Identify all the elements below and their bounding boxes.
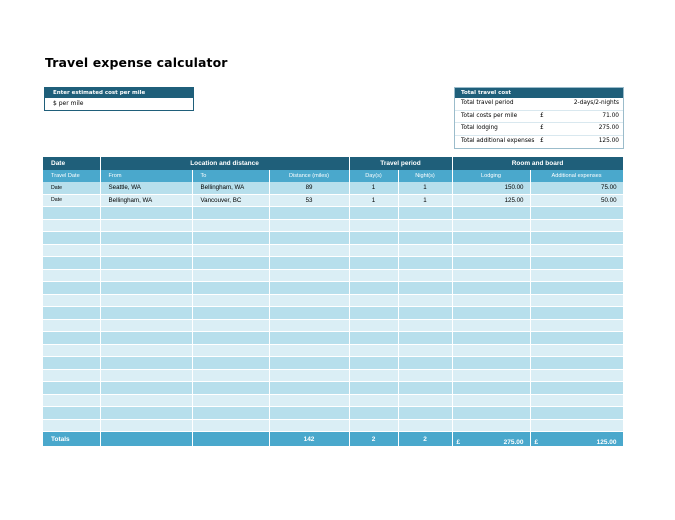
table-cell[interactable] <box>100 269 192 282</box>
table-row <box>43 382 623 395</box>
table-cell[interactable] <box>100 319 192 332</box>
totals-cell <box>100 432 192 447</box>
table-cell[interactable] <box>43 369 100 382</box>
table-cell[interactable] <box>43 357 100 370</box>
table-cell[interactable] <box>349 207 398 220</box>
table-cell[interactable]: 89 <box>269 182 349 194</box>
table-cell[interactable] <box>349 382 398 395</box>
table-cell[interactable] <box>398 407 452 420</box>
table-cell[interactable] <box>349 294 398 307</box>
table-cell[interactable] <box>349 257 398 270</box>
table-cell[interactable] <box>269 319 349 332</box>
table-cell[interactable]: Bellingham, WA <box>100 194 192 207</box>
table-cell[interactable] <box>100 394 192 407</box>
table-cell[interactable] <box>269 307 349 320</box>
table-cell[interactable]: Date <box>43 182 100 194</box>
table-row <box>43 207 623 220</box>
table-cell[interactable] <box>398 394 452 407</box>
table-cell[interactable]: 75.00 <box>530 182 623 194</box>
table-cell[interactable]: 150.00 <box>452 182 530 194</box>
table-row <box>43 344 623 357</box>
table-cell[interactable] <box>398 294 452 307</box>
table-cell[interactable]: 1 <box>398 194 452 207</box>
table-cell[interactable] <box>100 257 192 270</box>
table-cell[interactable] <box>192 282 269 295</box>
table-cell[interactable] <box>349 244 398 257</box>
table-cell[interactable] <box>452 307 530 320</box>
table-cell[interactable] <box>349 332 398 345</box>
table-row <box>43 219 623 232</box>
table-cell[interactable] <box>530 307 623 320</box>
table-cell[interactable] <box>349 407 398 420</box>
group-header: Location and distance <box>100 157 349 170</box>
table-cell[interactable] <box>269 244 349 257</box>
column-header[interactable]: Night(s) <box>398 170 452 182</box>
table-cell[interactable] <box>100 232 192 245</box>
expense-table <box>43 157 624 446</box>
table-cell[interactable] <box>269 357 349 370</box>
total-travel-cost-box <box>454 87 624 149</box>
table-cell[interactable] <box>192 407 269 420</box>
table-cell[interactable] <box>398 419 452 432</box>
totals-distance: 142 <box>269 432 349 447</box>
table-row <box>43 182 623 194</box>
table-cell[interactable] <box>192 257 269 270</box>
table-cell[interactable] <box>100 344 192 357</box>
table-row <box>43 357 623 370</box>
table-cell[interactable] <box>192 357 269 370</box>
table-cell[interactable] <box>452 244 530 257</box>
table-cell[interactable]: 50.00 <box>530 194 623 207</box>
table-cell[interactable] <box>100 419 192 432</box>
column-header[interactable]: From <box>100 170 192 182</box>
table-cell[interactable] <box>43 219 100 232</box>
table-cell[interactable] <box>100 244 192 257</box>
table-cell[interactable] <box>100 307 192 320</box>
table-cell[interactable] <box>43 257 100 270</box>
total-cost-label: Total travel period <box>461 100 514 106</box>
table-cell[interactable] <box>530 282 623 295</box>
table-cell[interactable] <box>100 332 192 345</box>
table-cell[interactable] <box>43 332 100 345</box>
table-cell[interactable] <box>100 407 192 420</box>
table-cell[interactable] <box>43 319 100 332</box>
table-cell[interactable] <box>530 407 623 420</box>
table-cell[interactable] <box>269 269 349 282</box>
table-cell[interactable] <box>349 357 398 370</box>
table-cell[interactable] <box>192 382 269 395</box>
total-cost-label: Total lodging <box>461 125 498 132</box>
table-cell[interactable] <box>398 382 452 395</box>
table-cell[interactable] <box>452 357 530 370</box>
table-cell[interactable] <box>269 282 349 295</box>
table-cell[interactable] <box>530 382 623 395</box>
totals-nights: 2 <box>398 432 452 447</box>
table-cell[interactable] <box>349 282 398 295</box>
table-cell[interactable] <box>43 344 100 357</box>
table-row <box>43 244 623 257</box>
table-cell[interactable] <box>398 319 452 332</box>
column-header[interactable]: Lodging <box>452 170 530 182</box>
page-title: Travel expense calculator <box>45 55 228 70</box>
totals-row <box>43 432 623 447</box>
table-cell[interactable] <box>530 332 623 345</box>
table-cell[interactable] <box>269 232 349 245</box>
table-cell[interactable] <box>530 257 623 270</box>
table-cell[interactable] <box>452 369 530 382</box>
table-cell[interactable] <box>43 294 100 307</box>
table-row <box>43 332 623 345</box>
table-cell[interactable] <box>100 357 192 370</box>
table-cell[interactable] <box>398 282 452 295</box>
table-row <box>43 307 623 320</box>
group-header: Room and board <box>452 157 623 170</box>
table-row <box>43 269 623 282</box>
table-cell[interactable] <box>398 344 452 357</box>
table-cell[interactable] <box>530 219 623 232</box>
cost-per-mile-input[interactable]: $ per mile <box>53 100 84 107</box>
total-cost-label: Total costs per mile <box>461 112 518 119</box>
table-cell[interactable] <box>192 332 269 345</box>
table-cell[interactable] <box>530 232 623 245</box>
totals-cell <box>192 432 269 447</box>
table-row <box>43 319 623 332</box>
table-cell[interactable] <box>269 219 349 232</box>
table-cell[interactable] <box>398 369 452 382</box>
table-row <box>43 257 623 270</box>
table-cell[interactable] <box>192 207 269 220</box>
column-header[interactable]: Travel Date <box>43 170 100 182</box>
table-cell[interactable] <box>269 332 349 345</box>
currency-symbol: £ <box>534 439 539 446</box>
table-cell[interactable] <box>349 307 398 320</box>
table-cell[interactable] <box>43 232 100 245</box>
table-cell[interactable] <box>269 294 349 307</box>
table-cell[interactable] <box>269 257 349 270</box>
table-cell[interactable] <box>530 394 623 407</box>
currency-symbol: £ <box>540 138 544 145</box>
table-cell[interactable] <box>269 207 349 220</box>
totals-days: 2 <box>349 432 398 447</box>
total-travel-cost-header: Total travel cost <box>455 88 623 98</box>
table-cell[interactable] <box>398 232 452 245</box>
table-cell[interactable] <box>43 207 100 220</box>
table-cell[interactable] <box>100 382 192 395</box>
table-cell[interactable] <box>530 369 623 382</box>
table-cell[interactable] <box>269 369 349 382</box>
totals-additional-value: 125.00 <box>596 439 617 446</box>
table-cell[interactable] <box>452 394 530 407</box>
currency-symbol: £ <box>540 112 544 119</box>
totals-lodging-value: 275.00 <box>503 439 524 446</box>
table-cell[interactable] <box>192 244 269 257</box>
table-cell[interactable]: 53 <box>269 194 349 207</box>
table-cell[interactable] <box>530 319 623 332</box>
table-cell[interactable] <box>100 219 192 232</box>
table-row <box>43 394 623 407</box>
table-cell[interactable] <box>43 307 100 320</box>
totals-additional <box>530 432 623 447</box>
total-cost-value: 275.00 <box>598 125 619 132</box>
table-cell[interactable] <box>43 394 100 407</box>
table-row <box>43 419 623 432</box>
table-cell[interactable] <box>452 332 530 345</box>
table-cell[interactable] <box>530 244 623 257</box>
total-cost-row <box>455 135 623 148</box>
table-cell[interactable] <box>192 344 269 357</box>
table-cell[interactable] <box>349 419 398 432</box>
table-cell[interactable] <box>192 232 269 245</box>
cost-per-mile-box <box>44 87 194 111</box>
table-cell[interactable] <box>398 207 452 220</box>
table-cell[interactable] <box>530 419 623 432</box>
table-cell[interactable] <box>452 269 530 282</box>
table-cell[interactable] <box>192 419 269 432</box>
table-cell[interactable] <box>192 219 269 232</box>
table-cell[interactable] <box>43 269 100 282</box>
table-cell[interactable] <box>452 219 530 232</box>
total-cost-row <box>455 122 623 135</box>
table-cell[interactable] <box>452 207 530 220</box>
table-cell[interactable]: Date <box>43 194 100 207</box>
table-cell[interactable] <box>349 232 398 245</box>
table-cell[interactable] <box>349 269 398 282</box>
table-cell[interactable] <box>100 369 192 382</box>
table-cell[interactable] <box>269 344 349 357</box>
table-cell[interactable]: 1 <box>398 182 452 194</box>
table-cell[interactable] <box>349 394 398 407</box>
table-cell[interactable] <box>398 357 452 370</box>
table-cell[interactable] <box>349 219 398 232</box>
table-cell[interactable] <box>530 357 623 370</box>
total-cost-value: 125.00 <box>598 138 619 145</box>
group-header: Date <box>43 157 100 170</box>
totals-lodging <box>452 432 530 447</box>
currency-symbol: £ <box>456 439 461 446</box>
column-header[interactable]: Day(s) <box>349 170 398 182</box>
table-cell[interactable] <box>452 382 530 395</box>
table-cell[interactable] <box>192 369 269 382</box>
table-cell[interactable] <box>100 207 192 220</box>
table-cell[interactable] <box>452 344 530 357</box>
table-row <box>43 194 623 207</box>
table-cell[interactable] <box>43 419 100 432</box>
table-cell[interactable] <box>100 282 192 295</box>
table-cell[interactable] <box>43 407 100 420</box>
table-row <box>43 407 623 420</box>
total-cost-label: Total additional expenses <box>461 138 535 145</box>
table-cell[interactable]: 1 <box>349 182 398 194</box>
table-cell[interactable] <box>398 307 452 320</box>
table-cell[interactable] <box>100 294 192 307</box>
column-header[interactable]: Additional expenses <box>530 170 623 182</box>
table-cell[interactable] <box>530 294 623 307</box>
table-cell[interactable] <box>452 319 530 332</box>
table-cell[interactable] <box>398 332 452 345</box>
total-cost-row <box>455 98 623 110</box>
table-cell[interactable] <box>349 369 398 382</box>
table-cell[interactable]: 125.00 <box>452 194 530 207</box>
table-cell[interactable] <box>192 319 269 332</box>
table-cell[interactable] <box>269 419 349 432</box>
table-cell[interactable] <box>452 282 530 295</box>
table-cell[interactable] <box>398 244 452 257</box>
group-header: Travel period <box>349 157 452 170</box>
table-cell[interactable] <box>192 307 269 320</box>
table-cell[interactable] <box>192 269 269 282</box>
table-cell[interactable] <box>269 394 349 407</box>
table-cell[interactable] <box>398 257 452 270</box>
table-cell[interactable] <box>43 282 100 295</box>
table-cell[interactable] <box>452 419 530 432</box>
table-cell[interactable] <box>530 207 623 220</box>
table-cell[interactable] <box>452 257 530 270</box>
table-row <box>43 369 623 382</box>
table-cell[interactable] <box>398 219 452 232</box>
total-cost-row <box>455 110 623 123</box>
table-row <box>43 282 623 295</box>
table-cell[interactable] <box>452 407 530 420</box>
table-row <box>43 294 623 307</box>
total-cost-value: 71.00 <box>602 112 619 119</box>
table-cell[interactable]: Bellingham, WA <box>192 182 269 194</box>
table-cell[interactable] <box>452 232 530 245</box>
column-header[interactable]: Distance (miles) <box>269 170 349 182</box>
table-cell[interactable]: Seattle, WA <box>100 182 192 194</box>
table-cell[interactable] <box>192 294 269 307</box>
total-cost-value: 2-days/2-nights <box>573 100 619 106</box>
table-row <box>43 232 623 245</box>
table-cell[interactable] <box>269 407 349 420</box>
table-cell[interactable] <box>43 382 100 395</box>
table-cell[interactable]: 1 <box>349 194 398 207</box>
table-cell[interactable] <box>398 269 452 282</box>
table-cell[interactable] <box>452 294 530 307</box>
table-cell[interactable]: Vancouver, BC <box>192 194 269 207</box>
table-cell[interactable] <box>349 344 398 357</box>
table-cell[interactable] <box>530 269 623 282</box>
table-cell[interactable] <box>530 344 623 357</box>
table-cell[interactable] <box>269 382 349 395</box>
currency-symbol: £ <box>540 125 544 132</box>
cost-per-mile-header: Enter estimated cost per mile <box>45 88 193 98</box>
column-header[interactable]: To <box>192 170 269 182</box>
totals-label: Totals <box>43 432 100 447</box>
table-cell[interactable] <box>43 244 100 257</box>
table-cell[interactable] <box>349 319 398 332</box>
table-cell[interactable] <box>192 394 269 407</box>
